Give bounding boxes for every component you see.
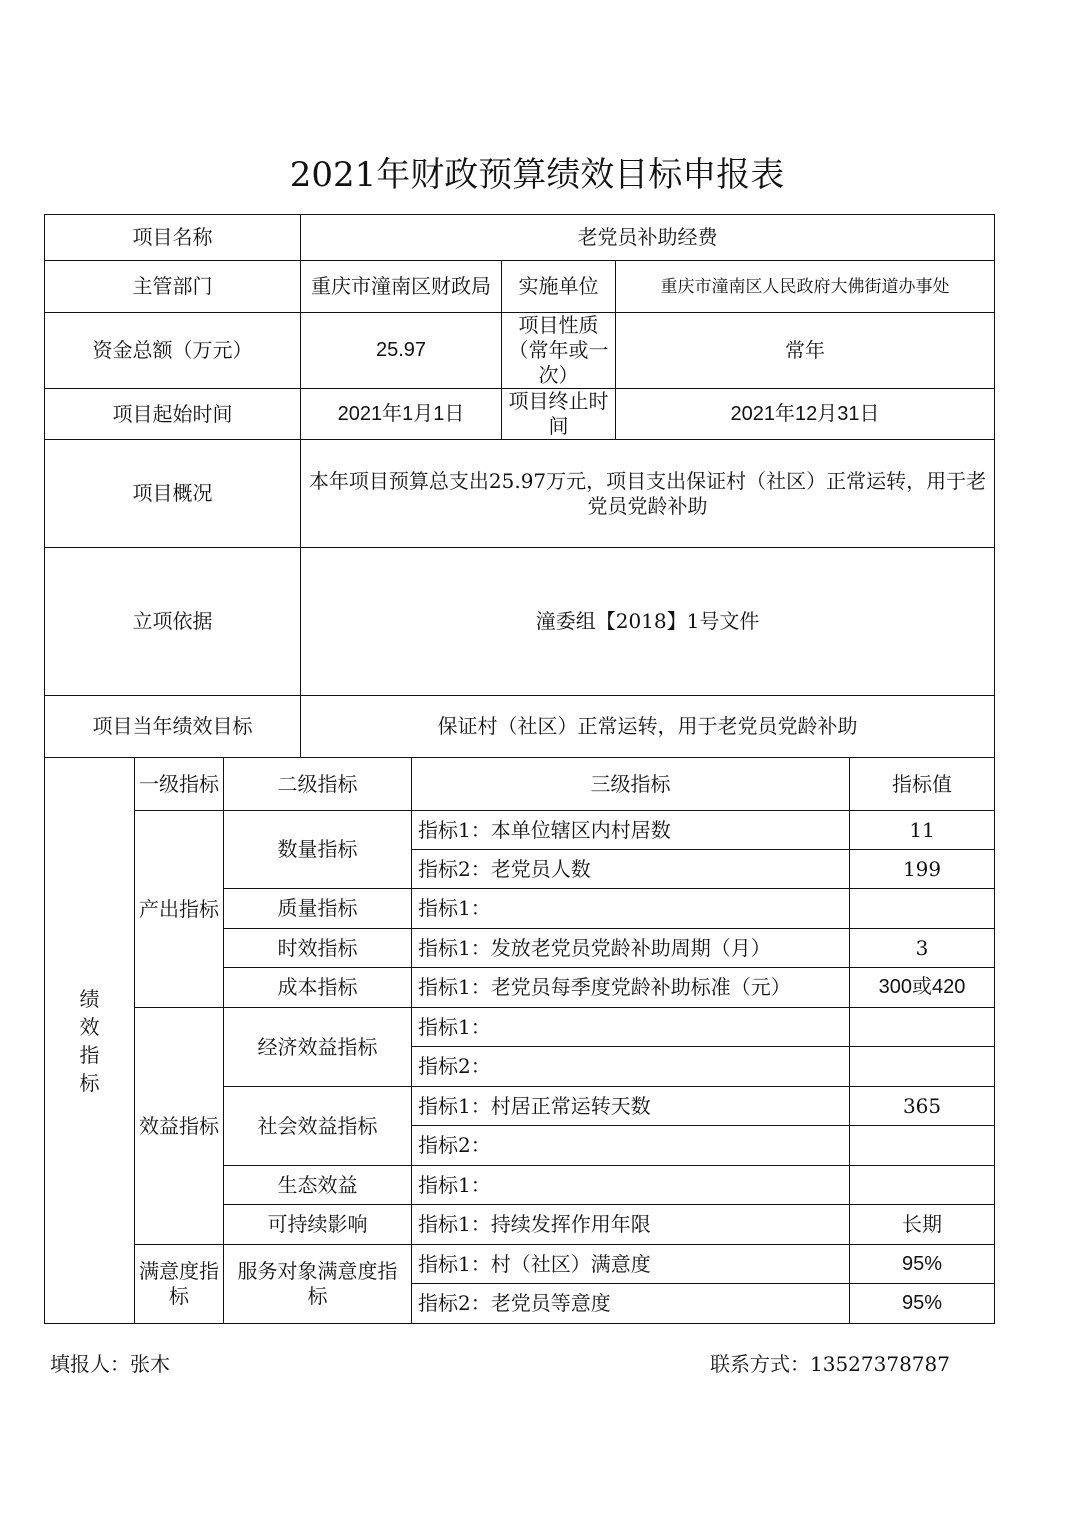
indicator-value — [850, 1047, 995, 1087]
label-annual-goal: 项目当年绩效目标 — [45, 696, 301, 758]
label-performance — [45, 758, 135, 1324]
value-annual-goal: 保证村（社区）正常运转，用于老党员党龄补助 — [301, 696, 995, 758]
value-overview: 本年项目预算总支出25.97万元，项目支出保证村（社区）正常运转，用于老党员党龄补助 — [301, 440, 995, 548]
group-output: 产出指标 — [135, 811, 224, 1008]
subgroup-ecological: 生态效益 — [224, 1166, 412, 1205]
indicator-text: 指标1： — [412, 1166, 850, 1205]
indicator-text: 指标2： — [412, 1047, 850, 1087]
label-implementer: 实施单位 — [502, 261, 616, 313]
reporter-line: 填报人：张木 — [50, 1352, 170, 1376]
group-benefit: 效益指标 — [135, 1008, 224, 1245]
indicator-text: 指标1： — [412, 1008, 850, 1047]
indicator-text: 指标1：持续发挥作用年限 — [412, 1205, 850, 1245]
value-basis: 潼委组【2018】1号文件 — [301, 548, 995, 696]
subgroup-service: 服务对象满意度指标 — [224, 1245, 412, 1324]
indicator-value — [850, 889, 995, 929]
header-level1: 一级指标 — [135, 758, 224, 811]
indicator-value: 95% — [850, 1245, 995, 1284]
indicator-value: 长期 — [850, 1205, 995, 1245]
indicator-text: 指标2：老党员等意度 — [412, 1284, 850, 1324]
value-nature: 常年 — [616, 313, 995, 389]
contact-line: 联系方式：13527378787 — [710, 1352, 950, 1376]
indicator-text: 指标1： — [412, 889, 850, 929]
subgroup-social: 社会效益指标 — [224, 1087, 412, 1166]
indicator-text: 指标1：发放老党员党龄补助周期（月） — [412, 929, 850, 968]
label-nature: 项目性质（常年或一次） — [502, 313, 616, 389]
value-project-name: 老党员补助经费 — [301, 215, 995, 261]
indicator-value: 365 — [850, 1087, 995, 1126]
indicator-text: 指标1：村居正常运转天数 — [412, 1087, 850, 1126]
subgroup-economic: 经济效益指标 — [224, 1008, 412, 1087]
subgroup-sustainable: 可持续影响 — [224, 1205, 412, 1245]
indicator-text: 指标1：老党员每季度党龄补助标准（元） — [412, 968, 850, 1008]
subgroup-quantity: 数量指标 — [224, 811, 412, 889]
value-implementer: 重庆市潼南区人民政府大佛街道办事处 — [616, 261, 995, 313]
header-level3: 三级指标 — [412, 758, 850, 811]
value-start: 2021年1月1日 — [301, 389, 502, 440]
label-basis: 立项依据 — [45, 548, 301, 696]
indicator-value — [850, 1126, 995, 1166]
header-value: 指标值 — [850, 758, 995, 811]
subgroup-timeliness: 时效指标 — [224, 929, 412, 968]
value-department: 重庆市潼南区财政局 — [301, 261, 502, 313]
performance-target-table — [44, 214, 995, 1324]
label-overview: 项目概况 — [45, 440, 301, 548]
indicator-value: 11 — [850, 811, 995, 850]
indicator-value: 3 — [850, 929, 995, 968]
indicator-text: 指标1：村（社区）满意度 — [412, 1245, 850, 1284]
subgroup-cost: 成本指标 — [224, 968, 412, 1008]
label-funding: 资金总额（万元） — [45, 313, 301, 389]
value-end: 2021年12月31日 — [616, 389, 995, 440]
indicator-value — [850, 1008, 995, 1047]
indicator-value: 199 — [850, 850, 995, 889]
subgroup-quality: 质量指标 — [224, 889, 412, 929]
label-department: 主管部门 — [45, 261, 301, 313]
group-satisfaction: 满意度指标 — [135, 1245, 224, 1324]
indicator-value: 300或420 — [850, 968, 995, 1008]
label-end: 项目终止时间 — [502, 389, 616, 440]
indicator-value — [850, 1166, 995, 1205]
indicator-text: 指标2： — [412, 1126, 850, 1166]
label-performance-text: 绩效指标 — [79, 986, 100, 1095]
page-title: 2021年财政预算绩效目标申报表 — [289, 155, 785, 195]
indicator-text: 指标1：本单位辖区内村居数 — [412, 811, 850, 850]
indicator-value: 95% — [850, 1284, 995, 1324]
label-start: 项目起始时间 — [45, 389, 301, 440]
value-funding: 25.97 — [301, 313, 502, 389]
label-project-name: 项目名称 — [45, 215, 301, 261]
indicator-text: 指标2：老党员人数 — [412, 850, 850, 889]
header-level2: 二级指标 — [224, 758, 412, 811]
